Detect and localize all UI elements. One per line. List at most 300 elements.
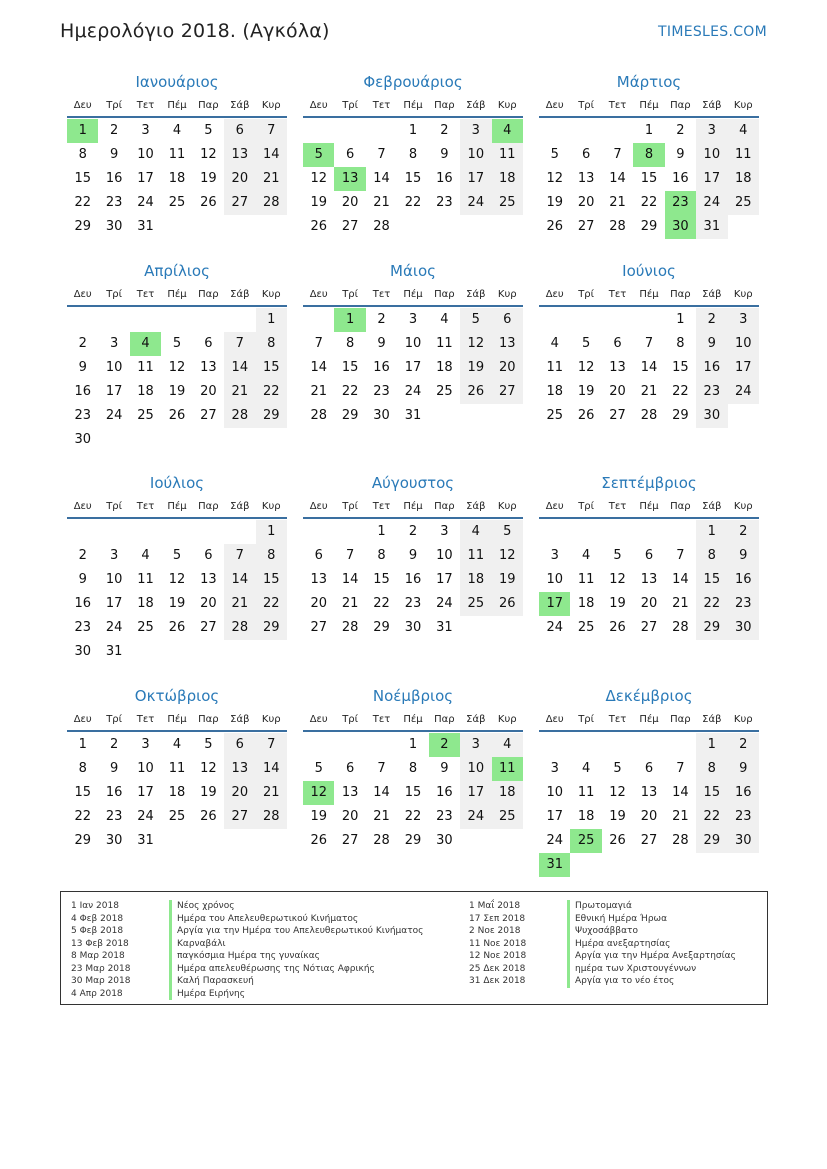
weekday-label: Παρ: [434, 100, 455, 111]
legend-date: 30 Μαρ 2018: [71, 976, 131, 986]
day-cell: 2: [728, 733, 759, 757]
empty-cell: [193, 520, 224, 544]
weekday-label: Δευ: [73, 501, 92, 512]
holiday-day-cell: 1: [334, 308, 365, 332]
day-cell: 26: [460, 380, 491, 404]
month-6: [539, 259, 759, 428]
day-cell: 6: [613, 336, 622, 351]
empty-cell: [224, 520, 255, 544]
day-cell: 21: [373, 195, 390, 210]
day-cell: 30: [728, 829, 759, 853]
legend-holiday-name: Αργία για την Ημέρα του Απελευθερωτικού Κινήματος: [169, 925, 423, 938]
day-cell: 10: [404, 336, 422, 351]
day-cell: 9: [440, 761, 449, 776]
day-cell: 13: [341, 785, 359, 800]
legend-row: [71, 900, 423, 913]
empty-cell: [130, 308, 161, 332]
day-cell: 27: [200, 408, 217, 423]
day-cell: 7: [644, 336, 654, 351]
day-cell: 24: [546, 833, 563, 848]
weekday-label: Παρ: [198, 100, 219, 111]
month-name: Οκτώβριος: [134, 687, 220, 705]
empty-cell: [193, 640, 224, 664]
weekday-label: Παρ: [670, 100, 691, 111]
day-cell: 31: [696, 215, 727, 239]
empty-cell: [602, 119, 633, 143]
day-cell: 14: [373, 171, 390, 186]
holiday-day-cell: 23: [665, 191, 696, 215]
day-grid: [67, 519, 287, 664]
day-cell: 15: [341, 360, 359, 375]
day-cell: 14: [672, 572, 689, 587]
empty-cell: [602, 853, 633, 877]
day-cell: 26: [609, 620, 626, 635]
weekday-header: [67, 708, 287, 732]
day-cell: 23: [74, 620, 91, 635]
day-cell: 11: [546, 360, 563, 375]
day-cell: 24: [105, 408, 123, 423]
day-cell: 15: [672, 360, 689, 375]
weekday-label: Πέμ: [403, 289, 423, 300]
day-cell: 8: [256, 544, 287, 568]
empty-cell: [397, 215, 428, 239]
empty-cell: [303, 308, 334, 332]
weekday-label: Πέμ: [167, 289, 187, 300]
day-cell: 31: [105, 644, 123, 659]
day-cell: 8: [408, 147, 418, 162]
weekday-header: [303, 495, 523, 519]
day-grid: [539, 118, 759, 239]
day-cell: 4: [728, 119, 759, 143]
day-cell: 12: [200, 147, 217, 162]
day-cell: 2: [377, 312, 386, 327]
day-cell: 18: [137, 596, 154, 611]
legend-row: [71, 950, 423, 963]
empty-cell: [665, 733, 696, 757]
day-cell: 20: [640, 809, 658, 824]
legend-holiday-name: Καρναβάλι: [169, 938, 226, 951]
weekday-label: Πέμ: [167, 100, 187, 111]
day-cell: 3: [550, 548, 559, 563]
day-cell: 25: [168, 195, 186, 210]
day-cell: 6: [224, 119, 255, 143]
day-grid: [303, 307, 523, 428]
day-cell: 1: [696, 733, 727, 757]
day-cell: 2: [440, 123, 449, 138]
day-cell: 18: [436, 360, 453, 375]
empty-cell: [334, 520, 365, 544]
day-cell: 20: [577, 195, 595, 210]
day-cell: 24: [137, 195, 154, 210]
day-cell: 26: [200, 195, 217, 210]
empty-cell: [696, 853, 727, 877]
empty-cell: [334, 733, 365, 757]
weekday-label: Σάβ: [466, 714, 486, 725]
day-cell: 23: [436, 195, 453, 210]
weekday-header: [539, 708, 759, 732]
day-cell: 2: [78, 548, 87, 563]
legend-date: 4 Απρ 2018: [71, 988, 123, 999]
day-cell: 24: [460, 191, 491, 215]
day-cell: 15: [404, 785, 422, 800]
day-cell: 3: [728, 308, 759, 332]
day-cell: 30: [105, 219, 123, 234]
day-cell: 18: [137, 384, 154, 399]
day-cell: 11: [137, 360, 154, 375]
day-grid: [539, 732, 759, 877]
day-cell: 23: [728, 805, 759, 829]
empty-cell: [161, 829, 192, 853]
weekday-label: Δευ: [73, 289, 92, 300]
empty-cell: [460, 829, 491, 853]
day-cell: 24: [728, 380, 759, 404]
weekday-label: Τετ: [136, 289, 155, 300]
empty-cell: [224, 640, 255, 664]
day-cell: 4: [460, 520, 491, 544]
day-cell: 28: [672, 620, 689, 635]
day-cell: 8: [345, 336, 355, 351]
empty-cell: [633, 733, 664, 757]
day-cell: 22: [341, 384, 359, 399]
weekday-label: Παρ: [198, 289, 219, 300]
day-cell: 18: [577, 809, 595, 824]
day-cell: 23: [728, 592, 759, 616]
day-cell: 31: [404, 408, 422, 423]
day-cell: 22: [256, 380, 287, 404]
month-name: Νοέμβριος: [372, 687, 454, 705]
day-cell: 26: [310, 833, 327, 848]
weekday-label: Παρ: [670, 501, 691, 512]
weekday-label: Τρί: [106, 714, 123, 725]
empty-cell: [130, 520, 161, 544]
day-cell: 17: [137, 785, 154, 800]
day-cell: 26: [492, 592, 523, 616]
weekday-label: Κυρ: [261, 714, 281, 725]
day-grid: [303, 118, 523, 239]
empty-cell: [130, 428, 161, 452]
weekday-label: Παρ: [434, 501, 455, 512]
weekday-label: Τετ: [136, 714, 155, 725]
empty-cell: [460, 404, 491, 428]
day-cell: 26: [577, 408, 595, 423]
day-cell: 8: [696, 757, 727, 781]
day-cell: 7: [256, 119, 287, 143]
weekday-label: Τρί: [342, 100, 359, 111]
day-cell: 26: [168, 408, 186, 423]
empty-cell: [98, 520, 129, 544]
day-cell: 12: [609, 572, 626, 587]
day-cell: 23: [696, 380, 727, 404]
day-cell: 24: [436, 596, 453, 611]
day-cell: 10: [460, 143, 491, 167]
day-cell: 6: [204, 336, 213, 351]
day-cell: 30: [696, 404, 727, 428]
day-cell: 13: [200, 572, 217, 587]
legend-date: 4 Φεβ 2018: [71, 913, 124, 924]
empty-cell: [224, 829, 255, 853]
day-cell: 4: [172, 123, 182, 138]
empty-cell: [161, 215, 192, 239]
day-cell: 22: [256, 592, 287, 616]
day-cell: 16: [74, 384, 91, 399]
day-cell: 22: [404, 195, 422, 210]
day-grid: [303, 732, 523, 853]
empty-cell: [665, 520, 696, 544]
day-cell: 19: [609, 809, 626, 824]
day-cell: 13: [640, 785, 658, 800]
day-cell: 16: [436, 171, 453, 186]
day-cell: 11: [137, 572, 154, 587]
day-cell: 9: [109, 761, 119, 776]
day-cell: 17: [546, 809, 563, 824]
empty-cell: [193, 308, 224, 332]
month-10: [67, 684, 287, 853]
day-cell: 13: [200, 360, 217, 375]
weekday-label: Τετ: [372, 289, 391, 300]
day-cell: 2: [109, 737, 119, 752]
empty-cell: [492, 829, 523, 853]
weekday-label: Σάβ: [230, 501, 250, 512]
day-cell: 5: [460, 308, 491, 332]
day-cell: 29: [696, 616, 727, 640]
empty-cell: [193, 428, 224, 452]
empty-cell: [224, 428, 255, 452]
legend-holiday-name: Αργία για το νέο έτος: [567, 975, 674, 988]
empty-cell: [665, 853, 696, 877]
day-cell: 7: [314, 336, 323, 351]
day-cell: 3: [408, 312, 418, 327]
weekday-header: [539, 283, 759, 307]
day-cell: 7: [224, 332, 255, 356]
day-cell: 6: [644, 548, 654, 563]
weekday-label: Δευ: [73, 100, 92, 111]
month-8: [303, 471, 523, 640]
day-cell: 30: [728, 616, 759, 640]
day-cell: 23: [373, 384, 390, 399]
weekday-label: Κυρ: [733, 100, 753, 111]
empty-cell: [98, 308, 129, 332]
day-cell: 14: [640, 360, 658, 375]
weekday-label: Κυρ: [261, 289, 281, 300]
holiday-day-cell: 13: [334, 167, 365, 191]
weekday-label: Σάβ: [702, 714, 722, 725]
day-cell: 20: [492, 356, 523, 380]
day-cell: 14: [310, 360, 327, 375]
day-cell: 5: [581, 336, 591, 351]
day-cell: 6: [314, 548, 323, 563]
day-grid: [67, 732, 287, 853]
weekday-label: Δευ: [309, 714, 328, 725]
empty-cell: [570, 308, 601, 332]
day-cell: 26: [310, 219, 327, 234]
day-cell: 20: [224, 167, 255, 191]
day-cell: 10: [137, 761, 154, 776]
day-cell: 27: [609, 408, 626, 423]
day-cell: 24: [460, 805, 491, 829]
day-cell: 18: [546, 384, 563, 399]
day-cell: 1: [377, 524, 386, 539]
day-cell: 12: [200, 761, 217, 776]
day-cell: 14: [256, 143, 287, 167]
weekday-label: Δευ: [545, 100, 564, 111]
day-cell: 21: [672, 809, 689, 824]
day-cell: 7: [256, 733, 287, 757]
day-cell: 28: [640, 408, 658, 423]
day-cell: 2: [109, 123, 119, 138]
weekday-label: Κυρ: [497, 714, 517, 725]
day-cell: 27: [224, 805, 255, 829]
day-cell: 10: [696, 143, 727, 167]
day-cell: 7: [345, 548, 355, 563]
day-cell: 15: [256, 356, 287, 380]
empty-cell: [67, 308, 98, 332]
day-cell: 1: [644, 123, 654, 138]
day-cell: 15: [373, 572, 390, 587]
day-cell: 17: [137, 171, 154, 186]
day-cell: 7: [676, 761, 685, 776]
day-cell: 30: [74, 644, 91, 659]
weekday-label: Σάβ: [230, 100, 250, 111]
holiday-legend: [60, 891, 768, 1005]
weekday-header: [67, 495, 287, 519]
month-9: [539, 471, 759, 640]
empty-cell: [633, 308, 664, 332]
day-cell: 24: [546, 620, 563, 635]
legend-date: 23 Μαρ 2018: [71, 963, 131, 974]
empty-cell: [728, 404, 759, 428]
day-cell: 3: [550, 761, 559, 776]
weekday-label: Παρ: [670, 714, 691, 725]
day-cell: 20: [609, 384, 626, 399]
weekday-label: Κυρ: [733, 714, 753, 725]
day-cell: 15: [696, 781, 727, 805]
day-cell: 5: [204, 123, 213, 138]
weekday-label: Κυρ: [497, 289, 517, 300]
day-cell: 5: [314, 761, 323, 776]
day-cell: 16: [404, 572, 422, 587]
legend-row: [469, 963, 736, 976]
empty-cell: [602, 733, 633, 757]
day-cell: 20: [341, 809, 359, 824]
day-cell: 5: [172, 336, 182, 351]
day-cell: 9: [78, 572, 87, 587]
day-cell: 28: [609, 219, 626, 234]
day-cell: 7: [377, 147, 386, 162]
legend-holiday-name: Αργία για την Ημέρα Ανεξαρτησίας: [567, 950, 736, 963]
empty-cell: [539, 308, 570, 332]
day-cell: 22: [74, 809, 91, 824]
empty-cell: [539, 520, 570, 544]
day-cell: 6: [224, 733, 255, 757]
empty-cell: [303, 520, 334, 544]
day-cell: 11: [577, 785, 595, 800]
day-cell: 25: [460, 592, 491, 616]
legend-row: [71, 975, 423, 988]
empty-cell: [570, 520, 601, 544]
day-cell: 13: [609, 360, 626, 375]
day-cell: 28: [256, 805, 287, 829]
legend-row: [469, 975, 736, 988]
day-cell: 13: [640, 572, 658, 587]
day-cell: 4: [440, 312, 449, 327]
weekday-label: Τετ: [136, 100, 155, 111]
holiday-day-cell: 2: [429, 733, 460, 757]
day-cell: 10: [460, 757, 491, 781]
month-7: [67, 471, 287, 664]
day-cell: 1: [676, 312, 685, 327]
holiday-day-cell: 17: [539, 592, 570, 616]
empty-cell: [193, 829, 224, 853]
empty-cell: [539, 119, 570, 143]
weekday-label: Πέμ: [167, 714, 187, 725]
empty-cell: [130, 640, 161, 664]
day-cell: 8: [696, 544, 727, 568]
day-cell: 25: [728, 191, 759, 215]
month-3: [539, 70, 759, 239]
day-cell: 8: [78, 147, 87, 162]
weekday-label: Τρί: [342, 714, 359, 725]
day-cell: 20: [310, 596, 327, 611]
weekday-header: [539, 495, 759, 519]
day-cell: 29: [404, 833, 422, 848]
empty-cell: [256, 829, 287, 853]
day-cell: 29: [640, 219, 658, 234]
day-cell: 9: [377, 336, 386, 351]
day-cell: 20: [224, 781, 255, 805]
brand-link[interactable]: TIMESLES.COM: [658, 24, 767, 40]
day-cell: 20: [200, 384, 217, 399]
weekday-label: Δευ: [309, 100, 328, 111]
weekday-label: Τετ: [608, 289, 627, 300]
day-cell: 16: [105, 785, 123, 800]
weekday-label: Παρ: [198, 501, 219, 512]
day-cell: 25: [168, 809, 186, 824]
legend-date: 1 Μαΐ 2018: [469, 901, 521, 911]
day-cell: 2: [676, 123, 685, 138]
day-cell: 6: [581, 147, 591, 162]
day-cell: 6: [204, 548, 213, 563]
day-cell: 16: [105, 171, 123, 186]
weekday-label: Κυρ: [733, 501, 753, 512]
legend-holiday-name: παγκόσμια Ημέρα της γυναίκας: [169, 950, 320, 963]
empty-cell: [161, 520, 192, 544]
day-cell: 12: [460, 332, 491, 356]
day-cell: 22: [696, 805, 727, 829]
day-cell: 16: [728, 781, 759, 805]
weekday-label: Τετ: [608, 100, 627, 111]
day-cell: 5: [550, 147, 559, 162]
day-cell: 14: [224, 568, 255, 592]
day-cell: 23: [105, 195, 123, 210]
day-cell: 16: [373, 360, 390, 375]
day-cell: 9: [696, 332, 727, 356]
day-cell: 18: [168, 785, 186, 800]
legend-date: 12 Νοε 2018: [469, 951, 527, 961]
day-grid: [67, 307, 287, 452]
legend-right-column: [469, 900, 736, 988]
day-cell: 19: [546, 195, 563, 210]
weekday-label: Σάβ: [230, 289, 250, 300]
day-cell: 12: [609, 785, 626, 800]
day-cell: 11: [168, 147, 186, 162]
month-12: [539, 684, 759, 877]
day-cell: 21: [256, 781, 287, 805]
weekday-label: Πέμ: [639, 501, 659, 512]
day-cell: 5: [492, 520, 523, 544]
empty-cell: [460, 616, 491, 640]
holiday-day-cell: 1: [67, 119, 98, 143]
legend-row: [469, 938, 736, 951]
